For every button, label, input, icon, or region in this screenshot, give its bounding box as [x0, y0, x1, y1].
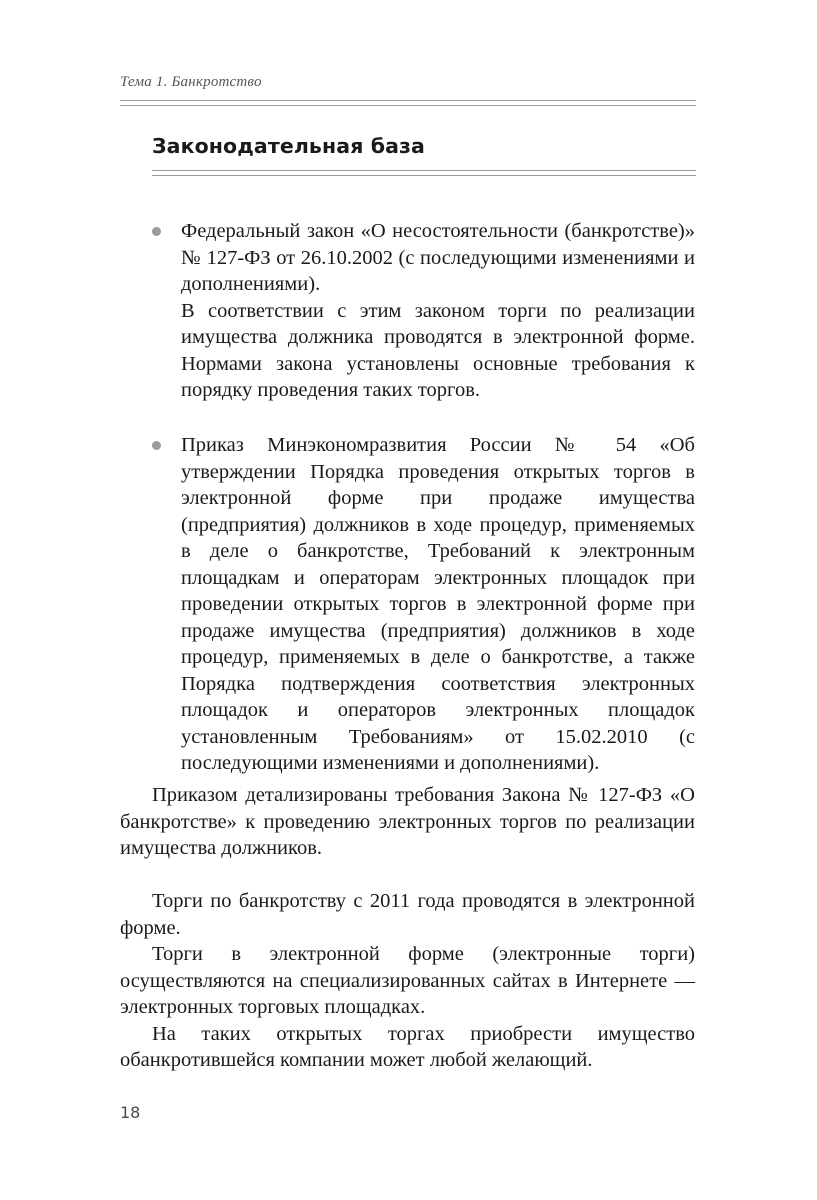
paragraph-block-order-details [120, 782, 695, 862]
section-title: Законодательная база [152, 134, 425, 158]
list-item-lead: Приказ Минэкономразвития России № 54 «Об утверждении Порядка проведения открытых торгов в электронной форме при продаже имущества (предприятия) должников в ходе процедур, применяемых в деле о банкротстве, Требований к электронным площадкам и операторам электронных площадок при проведении открытых торгов в электронной форме при продаже имущества (предприятия) должников в ходе процедур, применяемых в деле о банкротстве, а также Порядка подтверждения соответствия электронных площадок и операторов электронных площадок установленным Требованиям» от 15.02.2010 (с последующими изменениями и дополнениями). [181, 434, 695, 774]
bullet-dot-icon [152, 227, 161, 236]
paragraph: Торги по банкротству с 2011 года проводятся в электронной форме. [120, 890, 695, 939]
header-rule [120, 100, 696, 106]
page-number: 18 [120, 1103, 141, 1122]
paragraph: На таких открытых торгах приобрести имущество обанкротившейся компании может любой желающий. [120, 1022, 695, 1071]
section-rule [152, 170, 696, 176]
running-head: Тема 1. Банкротство [120, 74, 262, 90]
bullet-dot-icon [152, 441, 161, 450]
list-item-law-127 [181, 218, 695, 404]
paragraph: Торги в электронной форме (электронные торги) осуществляются на специализированных сайтах в Интернете — электронных торговых площадках. [120, 943, 695, 1018]
paragraph: Приказом детализированы требования Закона № 127-ФЗ «О банкротстве» к проведению электронных торгов по реализации имущества должников. [120, 784, 695, 859]
paragraph-block-electronic-trading [120, 888, 695, 1074]
list-item-order-54 [181, 432, 695, 777]
list-item-note: В соответствии с этим законом торги по реализации имущества должника проводятся в электронной форме. Нормами закона установлены основные требования к порядку проведения таких торгов. [181, 299, 695, 401]
list-item-lead: Федеральный закон «О несостоятельности (банкротстве)» № 127-ФЗ от 26.10.2002 (с последующими изменениями и дополнениями). [181, 220, 695, 295]
